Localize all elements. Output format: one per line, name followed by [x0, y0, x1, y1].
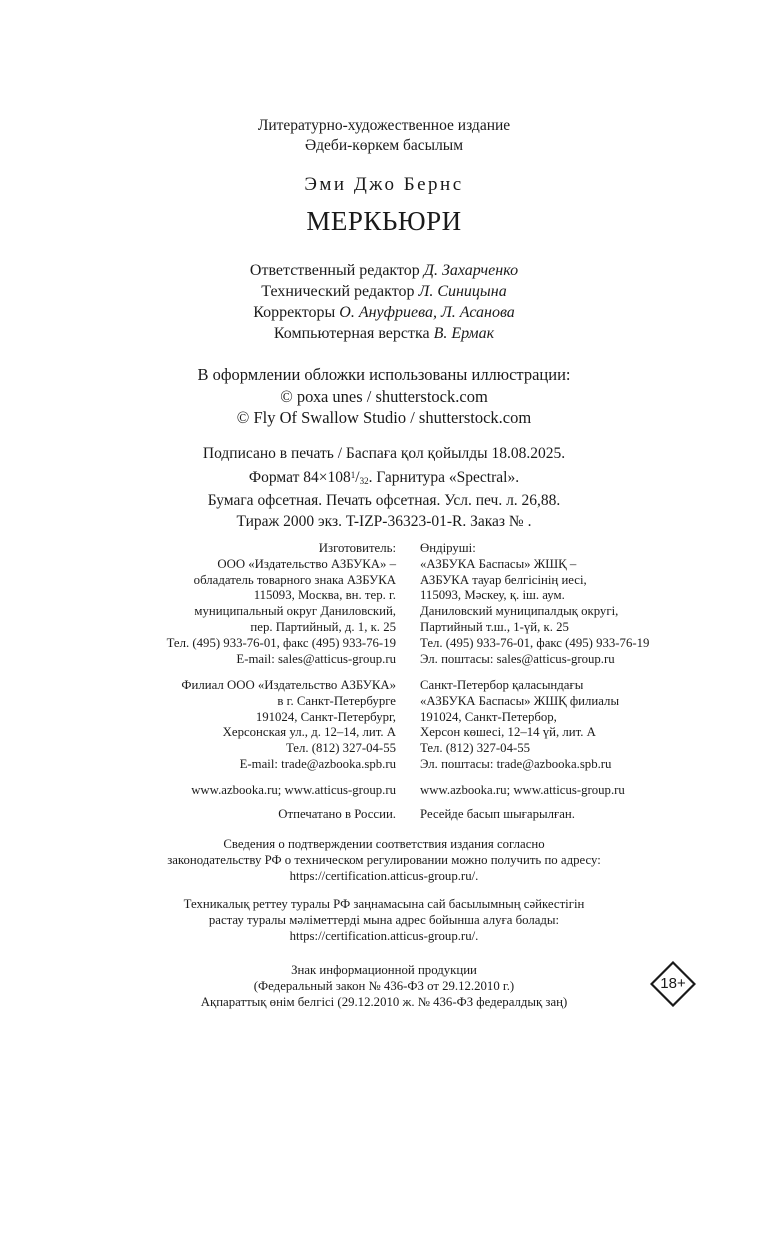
manufacturer-kz-line: Тел. (495) 933-76-01, факс (495) 933-76-19: [420, 635, 650, 650]
illustration-credit: © Fly Of Swallow Studio / shutterstock.com: [236, 408, 532, 427]
certification-ru-line: Сведения о подтверждении соответствия издания согласно: [223, 837, 545, 851]
age-rating-badge: [650, 961, 696, 1007]
manufacturer-ru-email: E-mail: sales@atticus-group.ru: [236, 651, 396, 666]
printed-in-ru: Отпечатано в России.: [278, 807, 396, 821]
certification-ru: [0, 836, 768, 884]
print-run: Тираж 2000 экз. T-IZP-36323-01-R. Заказ № .: [236, 512, 532, 530]
manufacturer-kz-line: Партийный т.ш., 1-үй, к. 25: [420, 619, 569, 634]
edition-type-kz: Әдеби-көркем басылым: [304, 137, 464, 154]
book-title: МЕРКЬЮРИ: [306, 206, 462, 236]
manufacturer-ru-line: муниципальный округ Даниловский,: [194, 604, 396, 619]
manufacturer-kz-line: Даниловский муниципалдық округі,: [420, 604, 619, 619]
certification-ru-line: законодательству РФ о техническом регулировании можно получить по адресу:: [167, 853, 601, 867]
print-paper: Бумага офсетная. Печать офсетная. Усл. печ. л. 26,88.: [207, 492, 561, 509]
staff-line: Технический редактор Л. Синицына: [261, 283, 507, 300]
age-rating-label: 18+: [660, 975, 686, 992]
manufacturer-kz-email: Эл. поштасы: sales@atticus-group.ru: [420, 651, 615, 666]
certification-kz-url: https://certification.atticus-group.ru/.: [289, 929, 479, 943]
staff-credits: [0, 260, 768, 344]
manufacturer-ru-line: пер. Партийный, д. 1, к. 25: [250, 619, 396, 634]
websites-kz: www.azbooka.ru; www.atticus-group.ru: [420, 783, 625, 797]
branch-kz: [420, 678, 619, 773]
print-date: Подписано в печать / Баспаға қол қойылды 18.08.2025.: [202, 445, 566, 462]
print-format: Формат $84\times 108^1/_{32}$. Гарнитура «Spectral».: [248, 468, 520, 486]
manufacturer-ru-line: ООО «Издательство АЗБУКА» –: [217, 556, 396, 571]
manufacturer-ru-line: 115093, Москва, вн. тер. г.: [253, 588, 396, 603]
manufacturer-ru-line: Тел. (495) 933-76-01, факс (495) 933-76-19: [166, 635, 396, 650]
websites-ru: www.azbooka.ru; www.atticus-group.ru: [191, 783, 396, 797]
illustration-heading: В оформлении обложки использованы иллюстрации:: [197, 365, 571, 384]
staff-line: Компьютерная верстка В. Ермак: [273, 325, 495, 342]
certification-kz-line: растау туралы мәліметтерді мына адрес бойынша алуға болады:: [208, 913, 560, 927]
manufacturer-kz: [420, 541, 649, 667]
manufacturer-ru: [167, 541, 396, 667]
manufacturer-kz-line: Өндіруші:: [420, 541, 476, 555]
branch-ru-line: в г. Санкт-Петербурге: [277, 693, 396, 708]
cover-illustration-credits: [0, 364, 768, 429]
edition-type-ru: Литературно-художественное издание: [257, 117, 511, 134]
branch-ru: [181, 678, 396, 773]
branch-kz-line: «АЗБУКА Баспасы» ЖШҚ филиалы: [420, 693, 620, 708]
manufacturer-ru-line: обладатель товарного знака АЗБУКА: [193, 572, 396, 587]
branch-ru-line: Тел. (812) 327-04-55: [285, 741, 396, 756]
printing-details: [0, 444, 768, 532]
info-sign-line: Ақпараттық өнім белгісі (29.12.2010 ж. № 436-ФЗ федералдық заң): [200, 995, 568, 1009]
edition-type: [0, 116, 768, 156]
info-sign-line: Знак информационной продукции: [291, 963, 477, 977]
book-author: Эми Джо Бернс: [304, 174, 464, 195]
branch-ru-line: 191024, Санкт-Петербург,: [255, 709, 396, 724]
staff-line: Корректоры О. Ануфриева, Л. Асанова: [253, 304, 515, 321]
printed-in-kz: Ресейде басып шығарылған.: [420, 807, 575, 821]
branch-ru-line: Херсонская ул., д. 12–14, лит. А: [222, 725, 396, 740]
certification-kz-line: Техникалық реттеу туралы РФ заңнамасына сай басылымның сәйкестігін: [183, 897, 585, 911]
branch-ru-line: Филиал ООО «Издательство АЗБУКА»: [181, 678, 396, 692]
staff-line: Ответственный редактор Д. Захарченко: [249, 262, 519, 279]
certification-ru-url: https://certification.atticus-group.ru/.: [289, 869, 479, 883]
illustration-credit: © роха unes / shutterstock.com: [280, 386, 488, 406]
branch-kz-line: Тел. (812) 327-04-55: [420, 741, 531, 756]
branch-ru-email: E-mail: trade@azbooka.spb.ru: [239, 756, 396, 771]
branch-kz-email: Эл. поштасы: trade@azbooka.spb.ru: [420, 756, 612, 771]
branch-kz-line: Санкт-Петербор қаласындағы: [420, 678, 584, 692]
manufacturer-kz-line: 115093, Мәскеу, қ. іш. аум.: [420, 588, 565, 603]
manufacturer-kz-line: АЗБУКА тауар белгісінің иесі,: [420, 572, 587, 587]
certification-kz: [0, 896, 768, 944]
manufacturer-ru-line: Изготовитель:: [318, 541, 396, 555]
info-sign-line: (Федеральный закон № 436-ФЗ от 29.12.2010 г.): [253, 979, 515, 993]
branch-kz-line: 191024, Санкт-Петербор,: [420, 709, 557, 724]
branch-kz-line: Херсон көшесі, 12–14 үй, лит. А: [420, 725, 596, 740]
manufacturer-kz-line: «АЗБУКА Баспасы» ЖШҚ –: [420, 556, 577, 571]
